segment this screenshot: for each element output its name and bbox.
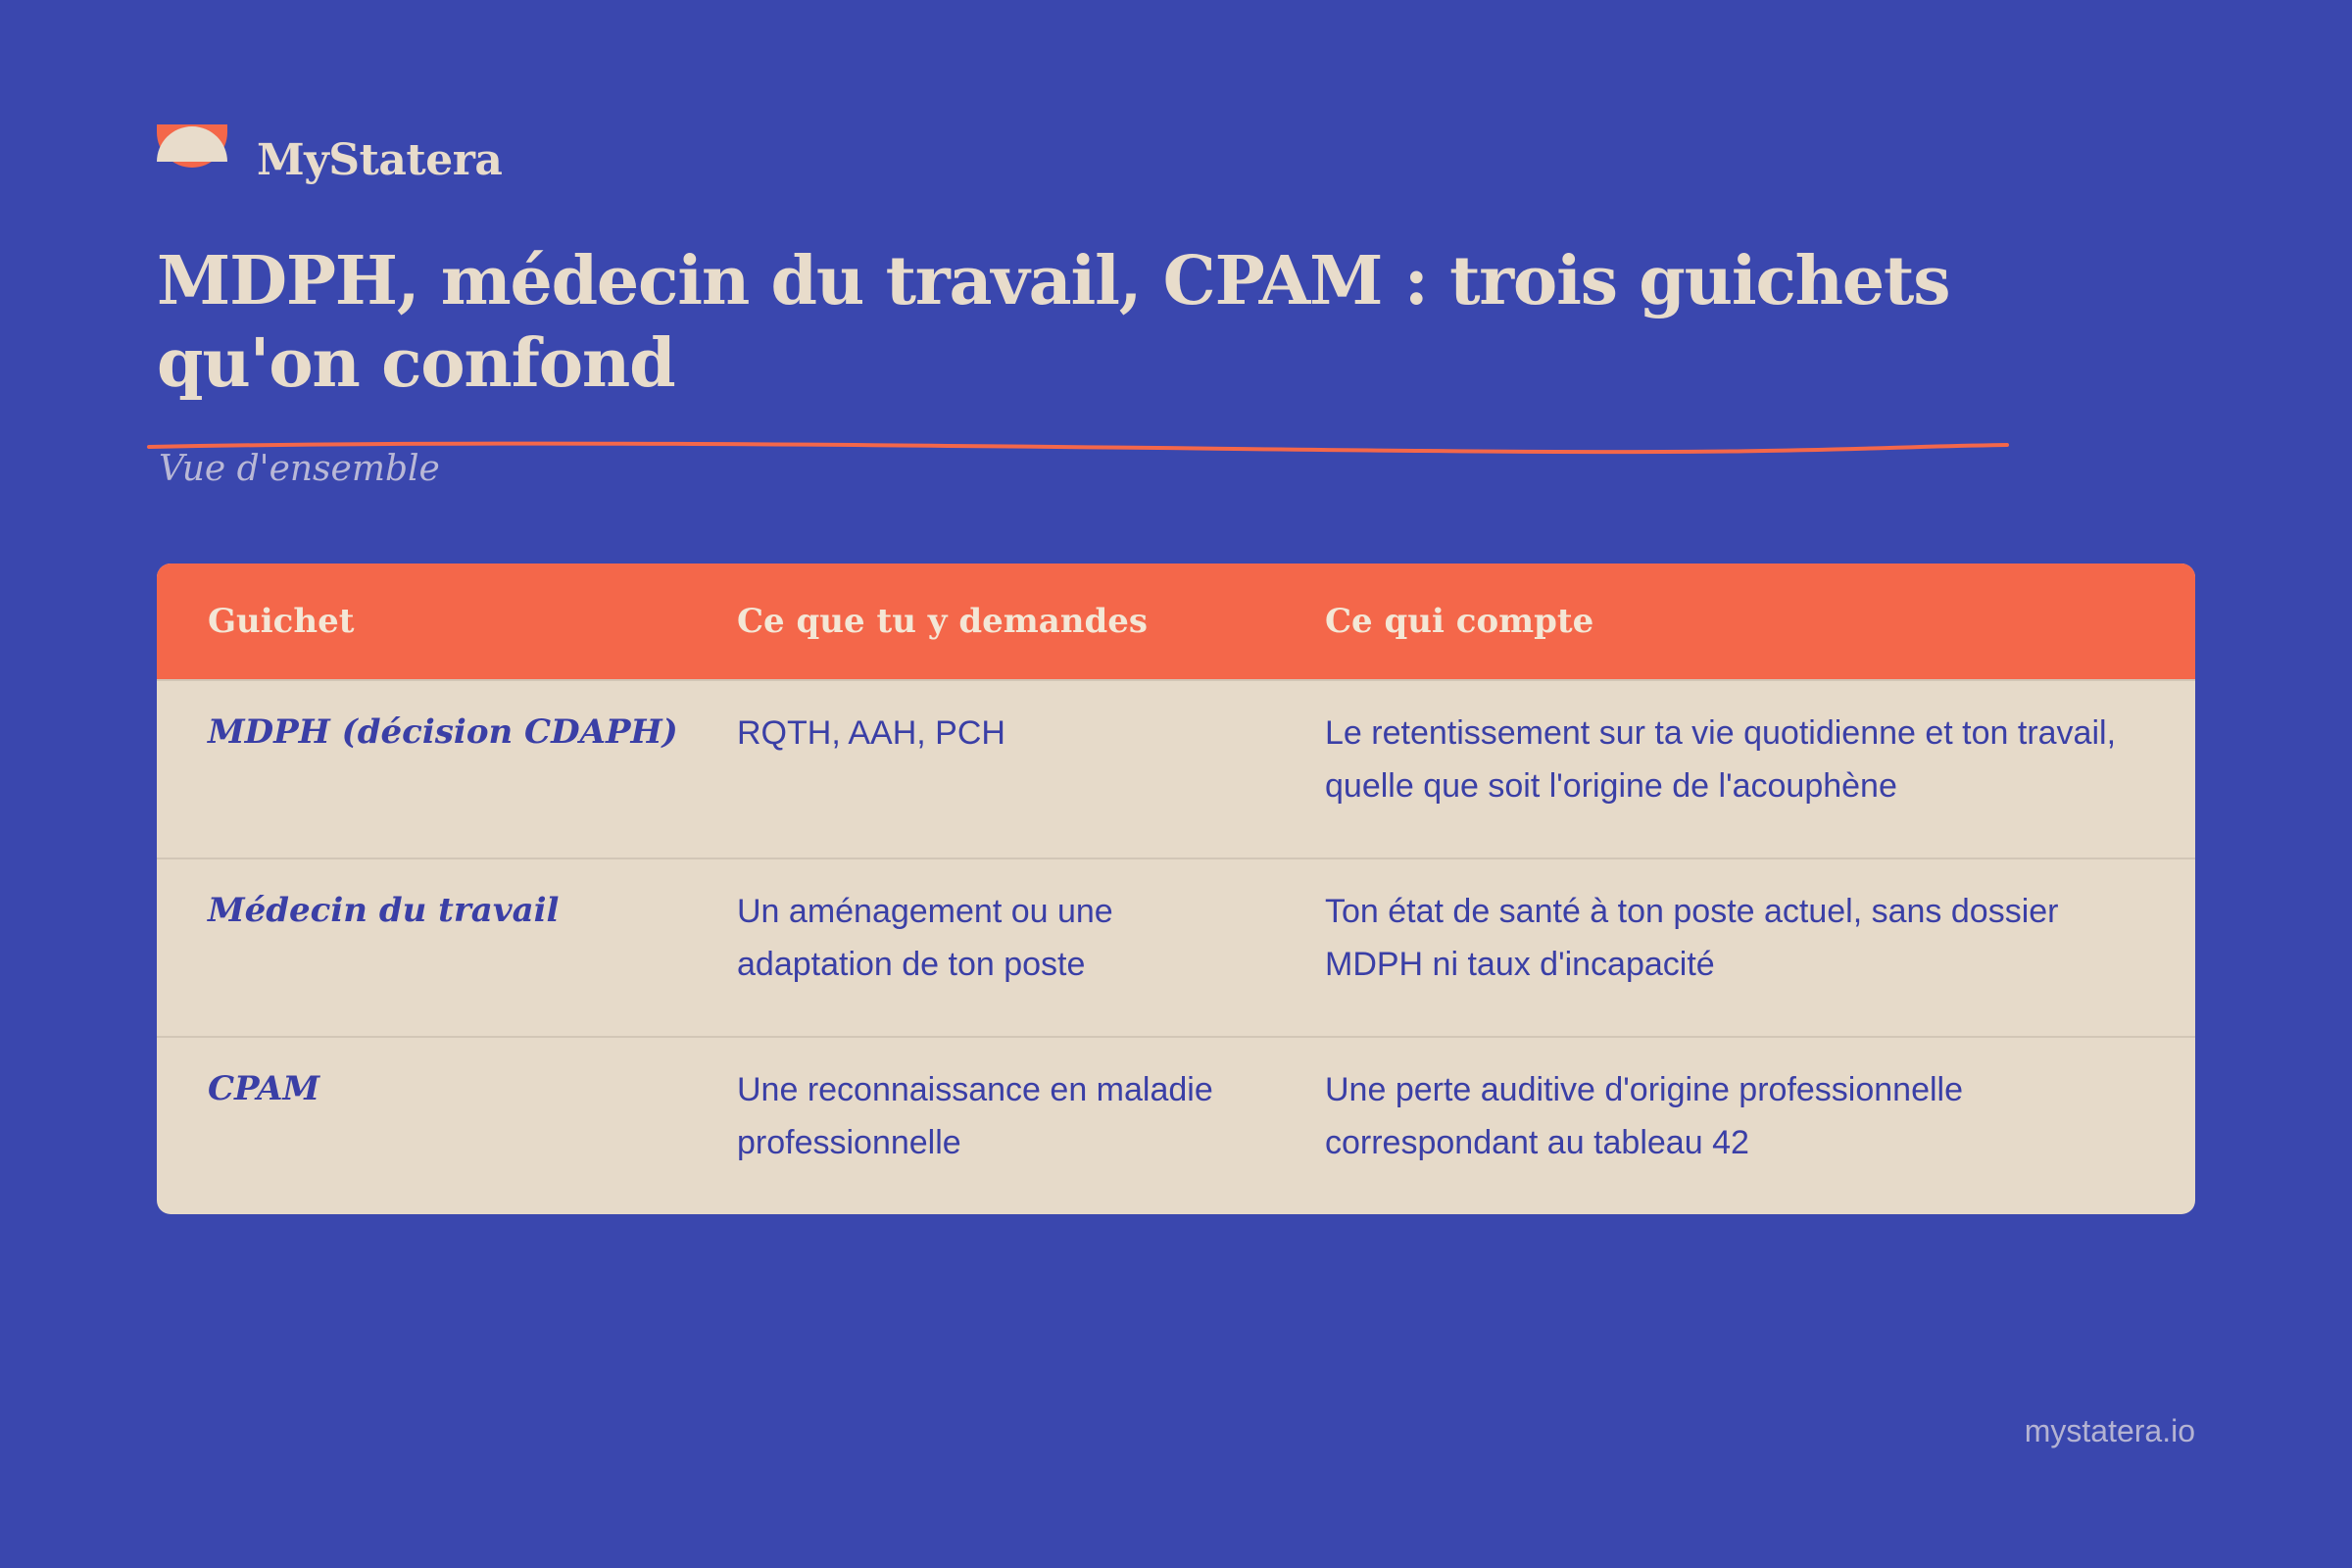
row-guichet: CPAM xyxy=(208,1069,320,1108)
header-compte: Ce qui compte xyxy=(1325,602,1594,641)
row-compte: Une perte auditive d'origine professionnelle correspondant au tableau 42 xyxy=(1325,1071,1964,1161)
table-header xyxy=(157,564,2195,679)
row-compte: Le retentissement sur ta vie quotidienne et ton travail, quelle que soit l'origine de l'acouphène xyxy=(1325,714,2117,805)
header-demande: Ce que tu y demandes xyxy=(737,602,1149,641)
brand xyxy=(157,124,502,195)
brand-name: MyStatera xyxy=(257,134,503,185)
row-demande: Un aménagement ou une adaptation de ton poste xyxy=(737,893,1113,983)
page-title: MDPH, médecin du travail, CPAM : trois guichets qu'on confond xyxy=(157,242,1950,403)
subtitle: Vue d'ensemble xyxy=(159,449,440,489)
row-guichet: MDPH (décision CDAPH) xyxy=(208,712,678,752)
table-row xyxy=(157,1036,2195,1214)
row-demande: Une reconnaissance en maladie professionnelle xyxy=(737,1071,1213,1161)
header-guichet: Guichet xyxy=(208,602,355,641)
mystatera-logo-icon xyxy=(157,124,227,195)
footer-url: mystatera.io xyxy=(2024,1413,2195,1448)
comparison-table xyxy=(157,564,2195,1214)
table-row xyxy=(157,679,2195,858)
row-compte: Ton état de santé à ton poste actuel, sans dossier MDPH ni taux d'incapacité xyxy=(1325,893,2059,983)
table-row xyxy=(157,858,2195,1036)
row-guichet: Médecin du travail xyxy=(208,891,560,930)
row-demande: RQTH, AAH, PCH xyxy=(737,714,1005,752)
